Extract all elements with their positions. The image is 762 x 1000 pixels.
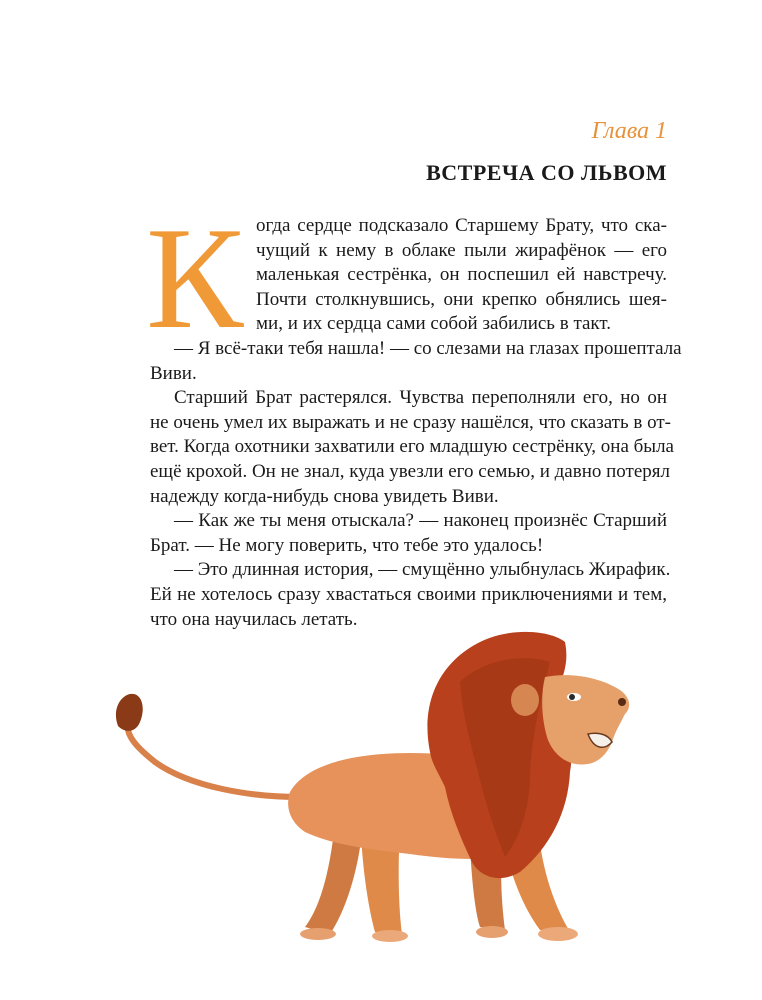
- text-line: — Это длинная история, — смущённо улыбнулась Жирафик.: [174, 559, 671, 581]
- lion-ear: [511, 684, 539, 716]
- body-text: [150, 214, 682, 632]
- lion-paw: [538, 927, 578, 941]
- text-line: маленькая сестрёнка, он поспешил ей навстречу.: [256, 264, 667, 286]
- text-line: Почти столкнувшись, они крепко обнялись шея-: [256, 288, 667, 310]
- text-line: — Я всё-таки тебя нашла! — со слезами на глазах прошептала: [174, 337, 682, 359]
- text-line: — Как же ты меня отыскала? — наконец произнёс Старший: [174, 510, 667, 532]
- text-line: что она научилась летать.: [150, 608, 358, 630]
- text-line: не очень умел их выражать и не сразу нашёлся, что сказать в от-: [150, 411, 671, 433]
- text-line: ещё крохой. Он не знал, куда увезли его семью, и давно потерял: [150, 460, 671, 482]
- lion-nose: [618, 698, 626, 706]
- text-line: чущий к нему в облаке пыли жирафёнок — его: [256, 239, 667, 261]
- text-line: Брат. — Не могу поверить, что тебе это удалось!: [150, 534, 544, 556]
- lion-paw: [372, 930, 408, 942]
- drop-cap: К: [146, 197, 244, 359]
- text-line: ми, и их сердца сами собой забились в такт.: [256, 313, 612, 335]
- lion-paw: [476, 926, 508, 938]
- text-line: Старший Брат растерялся. Чувства переполняли его, но он: [174, 387, 667, 409]
- text-line: вет. Когда охотники захватили его младшую сестрёнку, она была: [150, 436, 674, 458]
- lion-tail-tuft: [116, 694, 143, 731]
- text-line: Виви.: [150, 362, 197, 384]
- lion-tail: [128, 730, 300, 797]
- lion-paw: [300, 928, 336, 940]
- text-line: Ей не хотелось сразу хвастаться своими приключениями и тем,: [150, 583, 667, 605]
- text-line: надежду когда-нибудь снова увидеть Виви.: [150, 485, 499, 507]
- text-line: огда сердце подсказало Старшему Брату, что ска-: [256, 215, 667, 236]
- lion-head: [542, 675, 629, 764]
- lion-pupil: [569, 694, 575, 700]
- lion-illustration: [100, 622, 660, 962]
- chapter-title: ВСТРЕЧА СО ЛЬВОМ: [426, 160, 667, 185]
- chapter-label: Глава 1: [591, 118, 667, 144]
